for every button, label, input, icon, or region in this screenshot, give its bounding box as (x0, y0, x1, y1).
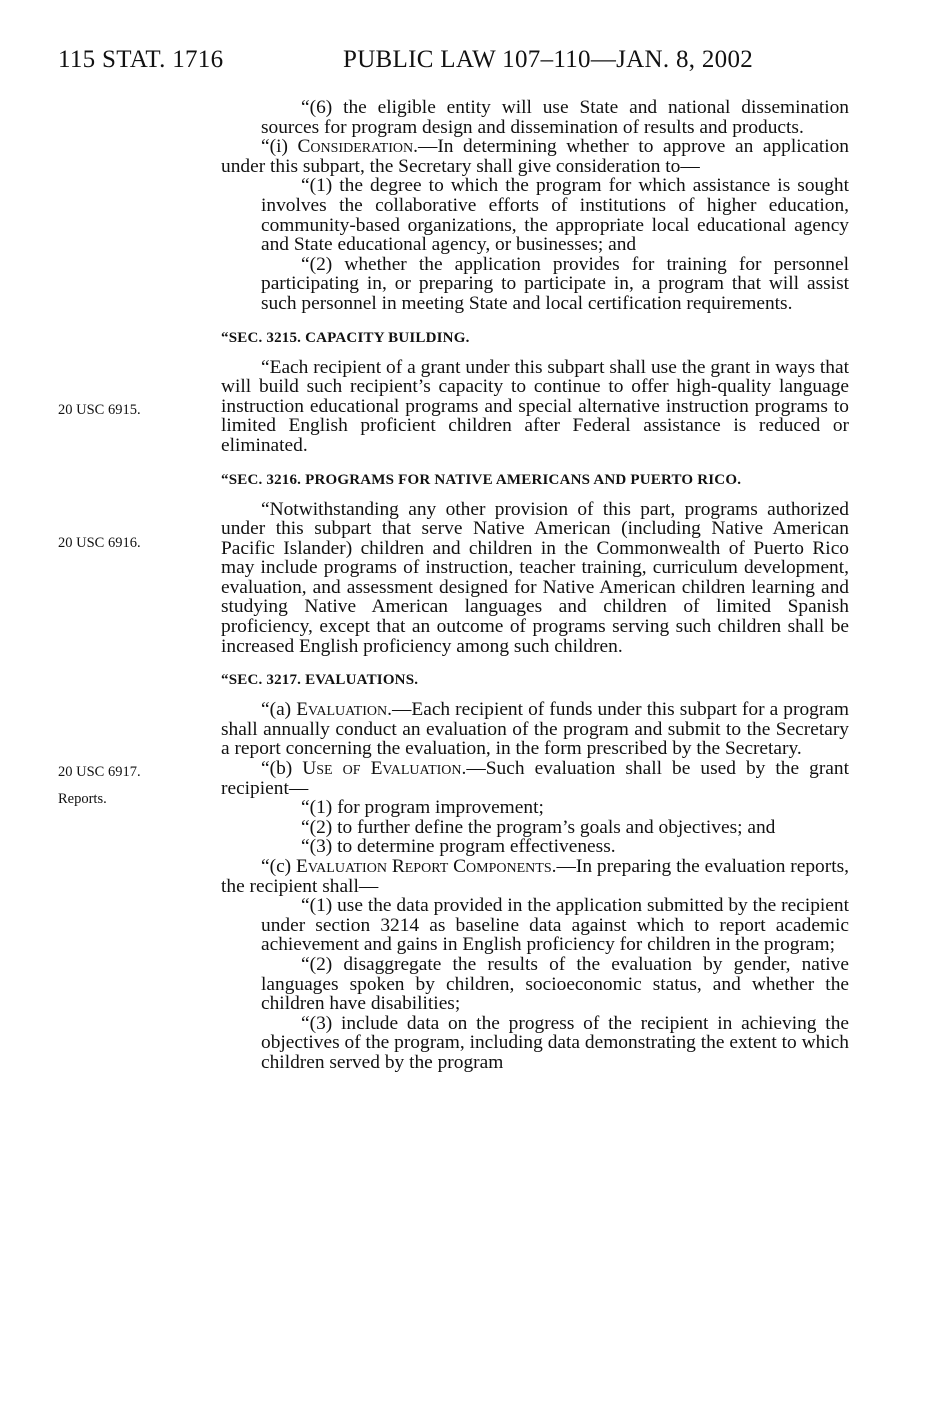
margin-note-usc-6916: 20 USC 6916. (58, 535, 141, 551)
paragraph: “(2) disaggregate the results of the evaluation by gender, native languages spoken by children, socioeconomic status, and whether the children have disabilities; (261, 953, 849, 1015)
paragraph-lead: “(c) (261, 856, 297, 877)
paragraph: “(3) include data on the progress of the recipient in achieving the objectives of the program, including data demonstrating the extent to which children served by the program (261, 1012, 849, 1073)
paragraph: “(3) to determine program effectiveness. (301, 836, 616, 858)
paragraph (221, 700, 849, 759)
paragraph: “Each recipient of a grant under this subpart shall use the grant in ways that will build such recipient’s capacity to continue to offer high-quality language instruction educational programs and special alternative instruction programs to limited English proficient children after Federal assistance is reduced or eliminated. (221, 356, 849, 456)
paragraph: “(2) whether the application provides for training for personnel participating in, or preparing to participate in, a program that will assist such personnel in meeting State and local certification requirements. (261, 253, 849, 314)
document-body (221, 98, 849, 1073)
paragraph (221, 759, 849, 798)
margin-note-usc-6915: 20 USC 6915. (58, 402, 141, 418)
paragraph-text: .—In determining whether to approve an application under this subpart, the Secretary shall give consideration to— (221, 136, 849, 177)
paragraph: “Notwithstanding any other provision of this part, programs authorized under this subpart that serve Native American (including Native American Pacific Islander) children and children in the Commonwealth of Puerto Rico may include programs of instruction, teacher training, curriculum development, evaluation, and assessment designed for Native American children learning and studying Native American languages and children of limited Spanish proficiency, except that an outcome of programs serving such children shall be increased English proficiency among such children. (221, 498, 849, 657)
public-law-header: PUBLIC LAW 107–110—JAN. 8, 2002 (343, 46, 754, 73)
section-heading: Consideration (297, 136, 414, 158)
paragraph-text: .—In preparing the evaluation reports, the recipient shall— (221, 856, 849, 897)
paragraph (221, 137, 849, 176)
paragraph-text: .—Each recipient of funds under this subpart for a program shall annually conduct an evaluation of the program and submit to the Secretary a report concerning the evaluation, in the form prescribed by the Secretary. (221, 699, 849, 760)
paragraph: “(6) the eligible entity will use State and national dissemination sources for program design and dissemination of results and products. (261, 97, 849, 138)
paragraph (221, 857, 849, 896)
paragraph-text: .—Such evaluation shall be used by the grant recipient— (221, 758, 849, 799)
section-heading: Evaluation (296, 699, 388, 721)
section-heading: Evaluation Report Components (296, 856, 552, 877)
paragraph-lead: “(i) (261, 136, 298, 158)
page-number-header: 115 STAT. 1716 (58, 46, 224, 73)
section-title-3215: “SEC. 3215. CAPACITY BUILDING. (221, 329, 470, 346)
margin-note-usc-6917: 20 USC 6917. (58, 764, 141, 780)
paragraph-lead: “(a) (261, 699, 297, 721)
margin-note-reports: Reports. (58, 791, 107, 807)
paragraph: “(1) use the data provided in the application submitted by the recipient under section 3214 as baseline data against which to report academic achievement and gains in English proficiency for children in the program; (261, 895, 849, 956)
section-heading: Use of Evaluation (302, 758, 462, 780)
paragraph: “(2) to further define the program’s goals and objectives; and (301, 816, 776, 838)
section-title-3217: “SEC. 3217. EVALUATIONS. (221, 672, 419, 689)
section-title-3216: “SEC. 3216. PROGRAMS FOR NATIVE AMERICANS AND PUERTO RICO. (221, 471, 742, 488)
paragraph: “(1) the degree to which the program for which assistance is sought involves the collaborative efforts of institutions of higher education, community-based organizations, the appropriate local educational agency and State educational agency, or businesses; and (261, 175, 849, 256)
paragraph-lead: “(b) (261, 758, 303, 780)
paragraph: “(1) for program improvement; (301, 797, 544, 819)
